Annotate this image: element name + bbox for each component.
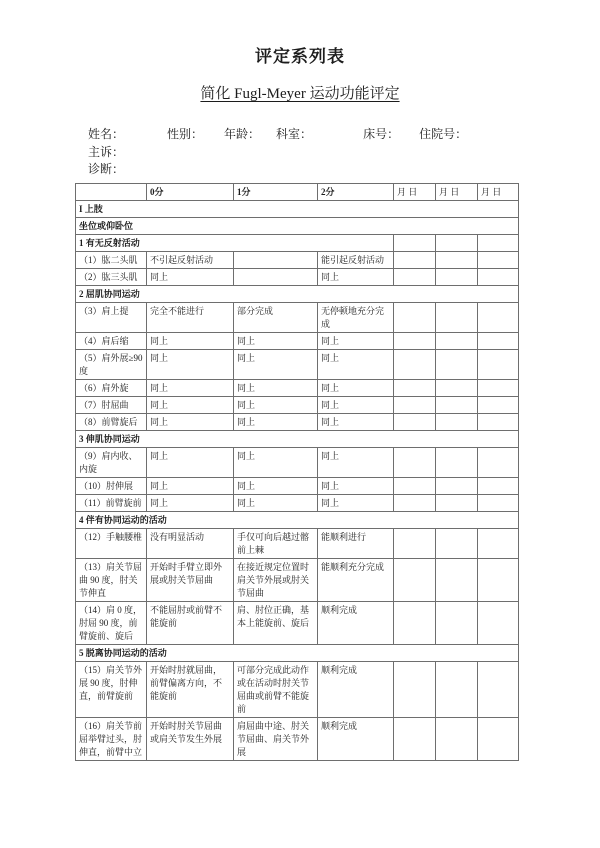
score-2-cell: 顺利完成: [318, 661, 394, 717]
item-row: [76, 558, 519, 601]
header-score2-cell: 2分: [318, 183, 394, 200]
section-label-cell: 3 伸肌协同运动: [76, 430, 519, 447]
item-label-cell: （2）肱三头肌: [76, 268, 147, 285]
item-label-cell: （1）肱二头肌: [76, 251, 147, 268]
date-entry-cell: [478, 332, 519, 349]
date-entry-cell: [436, 717, 478, 760]
date-entry-cell: [478, 396, 519, 413]
date-entry-cell: [394, 494, 436, 511]
date-entry-cell: [394, 661, 436, 717]
date-entry-cell: [478, 251, 519, 268]
score-1-cell: 同上: [234, 396, 318, 413]
score-2-cell: 同上: [318, 396, 394, 413]
date-entry-cell: [394, 477, 436, 494]
date-entry-cell: [394, 447, 436, 477]
score-2-cell: 顺利完成: [318, 601, 394, 644]
item-row: [76, 601, 519, 644]
score-0-cell: 同上: [147, 268, 234, 285]
section-row: [76, 234, 519, 251]
date-entry-cell: [478, 349, 519, 379]
date-entry-cell: [478, 601, 519, 644]
score-0-cell: 开始时肘关节屈曲或肩关节发生外展: [147, 717, 234, 760]
item-row: [76, 396, 519, 413]
score-0-cell: 同上: [147, 494, 234, 511]
item-label-cell: （16）肩关节前屈举臂过头，肘伸直，前臂中立: [76, 717, 147, 760]
date-entry-cell: [436, 251, 478, 268]
date-entry-cell: [478, 268, 519, 285]
item-row: [76, 268, 519, 285]
score-0-cell: 同上: [147, 332, 234, 349]
score-0-cell: 同上: [147, 379, 234, 396]
section-row: [76, 511, 519, 528]
date-entry-cell: [436, 447, 478, 477]
score-0-cell: 完全不能进行: [147, 302, 234, 332]
section-label-cell: 1 有无反射活动: [76, 234, 394, 251]
item-label-cell: （4）肩后缩: [76, 332, 147, 349]
page-title: 评定系列表: [255, 47, 345, 66]
date-entry-cell: [394, 601, 436, 644]
item-label-cell: （3）肩上提: [76, 302, 147, 332]
admission-number-label: 住院号：: [419, 127, 468, 141]
table-header-row: [76, 183, 519, 200]
item-label-cell: （6）肩外旋: [76, 379, 147, 396]
score-2-cell: 同上: [318, 349, 394, 379]
score-1-cell: 同上: [234, 332, 318, 349]
date-entry-cell: [436, 494, 478, 511]
item-label-cell: （15）肩关节外展 90 度，肘伸直，前臂旋前: [76, 661, 147, 717]
header-date3-cell: 月 日: [478, 183, 519, 200]
patient-info-block: [88, 126, 600, 179]
item-row: [76, 302, 519, 332]
date-entry-cell: [394, 717, 436, 760]
assessment-table: [75, 183, 519, 761]
item-label-cell: （9）肩内收、内旋: [76, 447, 147, 477]
date-entry-cell: [436, 302, 478, 332]
score-1-cell: 同上: [234, 447, 318, 477]
score-1-cell: 同上: [234, 477, 318, 494]
section-label-cell: 坐位或仰卧位: [76, 217, 519, 234]
score-2-cell: 能顺利进行: [318, 528, 394, 558]
score-0-cell: 同上: [147, 413, 234, 430]
item-label-cell: （11）前臂旋前: [76, 494, 147, 511]
date-entry-cell: [394, 413, 436, 430]
score-1-cell: [234, 251, 318, 268]
section-label-cell: I 上肢: [76, 200, 519, 217]
score-1-cell: 同上: [234, 379, 318, 396]
score-2-cell: 同上: [318, 413, 394, 430]
score-1-cell: 手仅可向后越过髂前上棘: [234, 528, 318, 558]
item-row: [76, 477, 519, 494]
date-entry-cell: [394, 234, 436, 251]
gender-label: 性别：: [167, 127, 204, 141]
date-entry-cell: [478, 528, 519, 558]
item-label-cell: （12）手触腰椎: [76, 528, 147, 558]
score-2-cell: 无停顿地充分完成: [318, 302, 394, 332]
section-row: [76, 200, 519, 217]
score-2-cell: 同上: [318, 477, 394, 494]
date-entry-cell: [478, 717, 519, 760]
date-entry-cell: [394, 396, 436, 413]
bed-number-label: 床号：: [363, 127, 400, 141]
date-entry-cell: [478, 413, 519, 430]
score-1-cell: 可部分完成此动作或在活动时肘关节屈曲或前臂不能旋前: [234, 661, 318, 717]
date-entry-cell: [394, 302, 436, 332]
score-0-cell: 不引起反射活动: [147, 251, 234, 268]
score-2-cell: 能引起反射活动: [318, 251, 394, 268]
date-entry-cell: [478, 494, 519, 511]
item-row: [76, 717, 519, 760]
score-2-cell: 顺利完成: [318, 717, 394, 760]
date-entry-cell: [436, 413, 478, 430]
date-entry-cell: [436, 477, 478, 494]
item-row: [76, 447, 519, 477]
score-0-cell: 开始时手臂立即外展或肘关节屈曲: [147, 558, 234, 601]
date-entry-cell: [394, 251, 436, 268]
header-blank-cell: [76, 183, 147, 200]
score-0-cell: 开始时肘就屈曲，前臂偏离方向，不能旋前: [147, 661, 234, 717]
item-row: [76, 413, 519, 430]
score-1-cell: 同上: [234, 494, 318, 511]
item-label-cell: （7）肘屈曲: [76, 396, 147, 413]
item-row: [76, 332, 519, 349]
section-label-cell: 4 伴有协同运动的活动: [76, 511, 519, 528]
date-entry-cell: [478, 447, 519, 477]
date-entry-cell: [436, 396, 478, 413]
section-row: [76, 217, 519, 234]
section-row: [76, 644, 519, 661]
date-entry-cell: [478, 558, 519, 601]
score-2-cell: 能顺利充分完成: [318, 558, 394, 601]
section-label-cell: 5 脱离协同运动的活动: [76, 644, 519, 661]
score-2-cell: 同上: [318, 268, 394, 285]
section-row: [76, 285, 519, 302]
score-2-cell: 同上: [318, 379, 394, 396]
date-entry-cell: [394, 528, 436, 558]
name-label: 姓名：: [88, 127, 125, 141]
score-2-cell: 同上: [318, 332, 394, 349]
date-entry-cell: [478, 234, 519, 251]
score-0-cell: 不能屈肘或前臂不能旋前: [147, 601, 234, 644]
score-1-cell: [234, 268, 318, 285]
header-date1-cell: 月 日: [394, 183, 436, 200]
score-1-cell: 肩、肘位正确，基本上能旋前、旋后: [234, 601, 318, 644]
section-label-cell: 2 屈肌协同运动: [76, 285, 519, 302]
header-score1-cell: 1分: [234, 183, 318, 200]
date-entry-cell: [436, 379, 478, 396]
date-entry-cell: [436, 558, 478, 601]
item-row: [76, 379, 519, 396]
date-entry-cell: [436, 528, 478, 558]
score-1-cell: 同上: [234, 413, 318, 430]
score-2-cell: 同上: [318, 494, 394, 511]
item-label-cell: （13）肩关节屈曲 90 度，肘关节伸直: [76, 558, 147, 601]
score-0-cell: 同上: [147, 349, 234, 379]
date-entry-cell: [394, 332, 436, 349]
date-entry-cell: [478, 477, 519, 494]
chief-complaint-label: 主诉：: [88, 144, 125, 159]
item-row: [76, 528, 519, 558]
item-row: [76, 494, 519, 511]
date-entry-cell: [478, 379, 519, 396]
date-entry-cell: [436, 234, 478, 251]
score-2-cell: 同上: [318, 447, 394, 477]
score-1-cell: 同上: [234, 349, 318, 379]
department-label: 科室：: [276, 127, 313, 141]
score-0-cell: 同上: [147, 477, 234, 494]
date-entry-cell: [436, 661, 478, 717]
date-entry-cell: [436, 268, 478, 285]
item-row: [76, 349, 519, 379]
score-1-cell: 在接近规定位置时肩关节外展或肘关节屈曲: [234, 558, 318, 601]
header-score0-cell: 0分: [147, 183, 234, 200]
score-0-cell: 同上: [147, 396, 234, 413]
item-label-cell: （10）肘伸展: [76, 477, 147, 494]
diagnosis-label: 诊断：: [88, 162, 125, 176]
score-0-cell: 同上: [147, 447, 234, 477]
date-entry-cell: [394, 558, 436, 601]
date-entry-cell: [436, 332, 478, 349]
section-row: [76, 430, 519, 447]
item-label-cell: （14）肩 0 度，肘屈 90 度，前臂旋前、旋后: [76, 601, 147, 644]
score-1-cell: 部分完成: [234, 302, 318, 332]
date-entry-cell: [478, 302, 519, 332]
score-0-cell: 没有明显活动: [147, 528, 234, 558]
date-entry-cell: [436, 349, 478, 379]
item-row: [76, 661, 519, 717]
date-entry-cell: [394, 349, 436, 379]
item-label-cell: （5）肩外展≥90度: [76, 349, 147, 379]
date-entry-cell: [478, 661, 519, 717]
item-label-cell: （8）前臂旋后: [76, 413, 147, 430]
date-entry-cell: [436, 601, 478, 644]
patient-info-row: [88, 126, 600, 144]
item-row: [76, 251, 519, 268]
header-date2-cell: 月 日: [436, 183, 478, 200]
age-label: 年龄：: [224, 127, 261, 141]
score-1-cell: 肩屈曲中途、肘关节屈曲、肩关节外展: [234, 717, 318, 760]
date-entry-cell: [394, 268, 436, 285]
form-subtitle: 简化 Fugl-Meyer 运动功能评定: [200, 86, 400, 102]
date-entry-cell: [394, 379, 436, 396]
